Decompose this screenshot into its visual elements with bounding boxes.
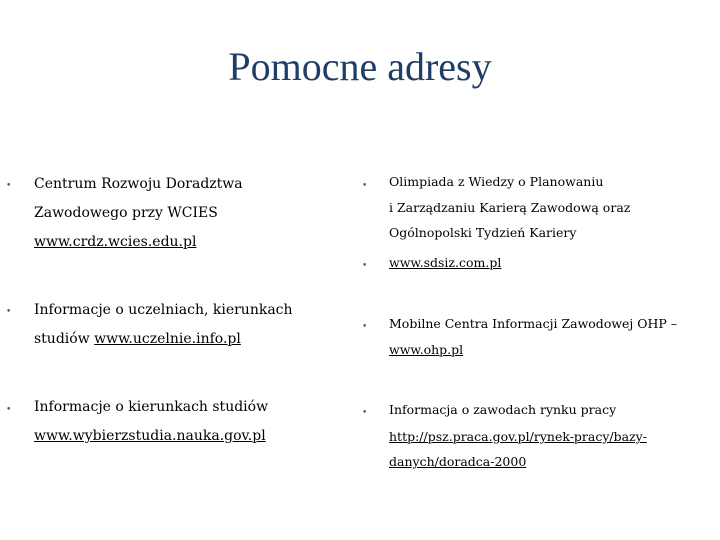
- list-item-text-row: [34, 331, 241, 347]
- list-item-text: Centrum Rozwoju Doradztwa: [34, 176, 243, 192]
- bullet-icon: •: [362, 261, 368, 271]
- bullet-icon: •: [362, 322, 368, 332]
- crdz-link[interactable]: www.crdz.wcies.edu.pl: [34, 234, 197, 250]
- list-item-text: i Zarządzaniu Karierą Zawodową oraz: [389, 200, 631, 215]
- list-item-text: Informacje o kierunkach studiów: [34, 399, 269, 415]
- uczelnie-link[interactable]: www.uczelnie.info.pl: [94, 331, 241, 347]
- sdsiz-link[interactable]: www.sdsiz.com.pl: [389, 255, 502, 270]
- psz-link[interactable]: danych/doradca-2000: [389, 454, 527, 469]
- bullet-icon: •: [362, 181, 368, 191]
- list-item-text: Informacja o zawodach rynku pracy: [389, 402, 617, 417]
- bullet-icon: •: [6, 405, 12, 415]
- psz-link[interactable]: http://psz.praca.gov.pl/rynek-pracy/bazy-: [389, 429, 647, 444]
- list-item-text: Mobilne Centra Informacji Zawodowej OHP –: [389, 316, 678, 331]
- wybierzstudia-link[interactable]: www.wybierzstudia.nauka.gov.pl: [34, 428, 266, 444]
- bullet-icon: •: [6, 307, 12, 317]
- bullet-icon: •: [6, 181, 12, 191]
- page-title: Pomocne adresy: [228, 44, 492, 89]
- bullet-icon: •: [362, 408, 368, 418]
- ohp-link[interactable]: www.ohp.pl: [389, 342, 464, 357]
- list-item-text: Ogólnopolski Tydzień Kariery: [389, 225, 577, 240]
- list-item-text: studiów: [34, 331, 95, 347]
- list-item-text: Informacje o uczelniach, kierunkach: [34, 302, 293, 318]
- list-item-text: Olimpiada z Wiedzy o Planowaniu: [389, 174, 604, 189]
- list-item-text: Zawodowego przy WCIES: [34, 205, 218, 221]
